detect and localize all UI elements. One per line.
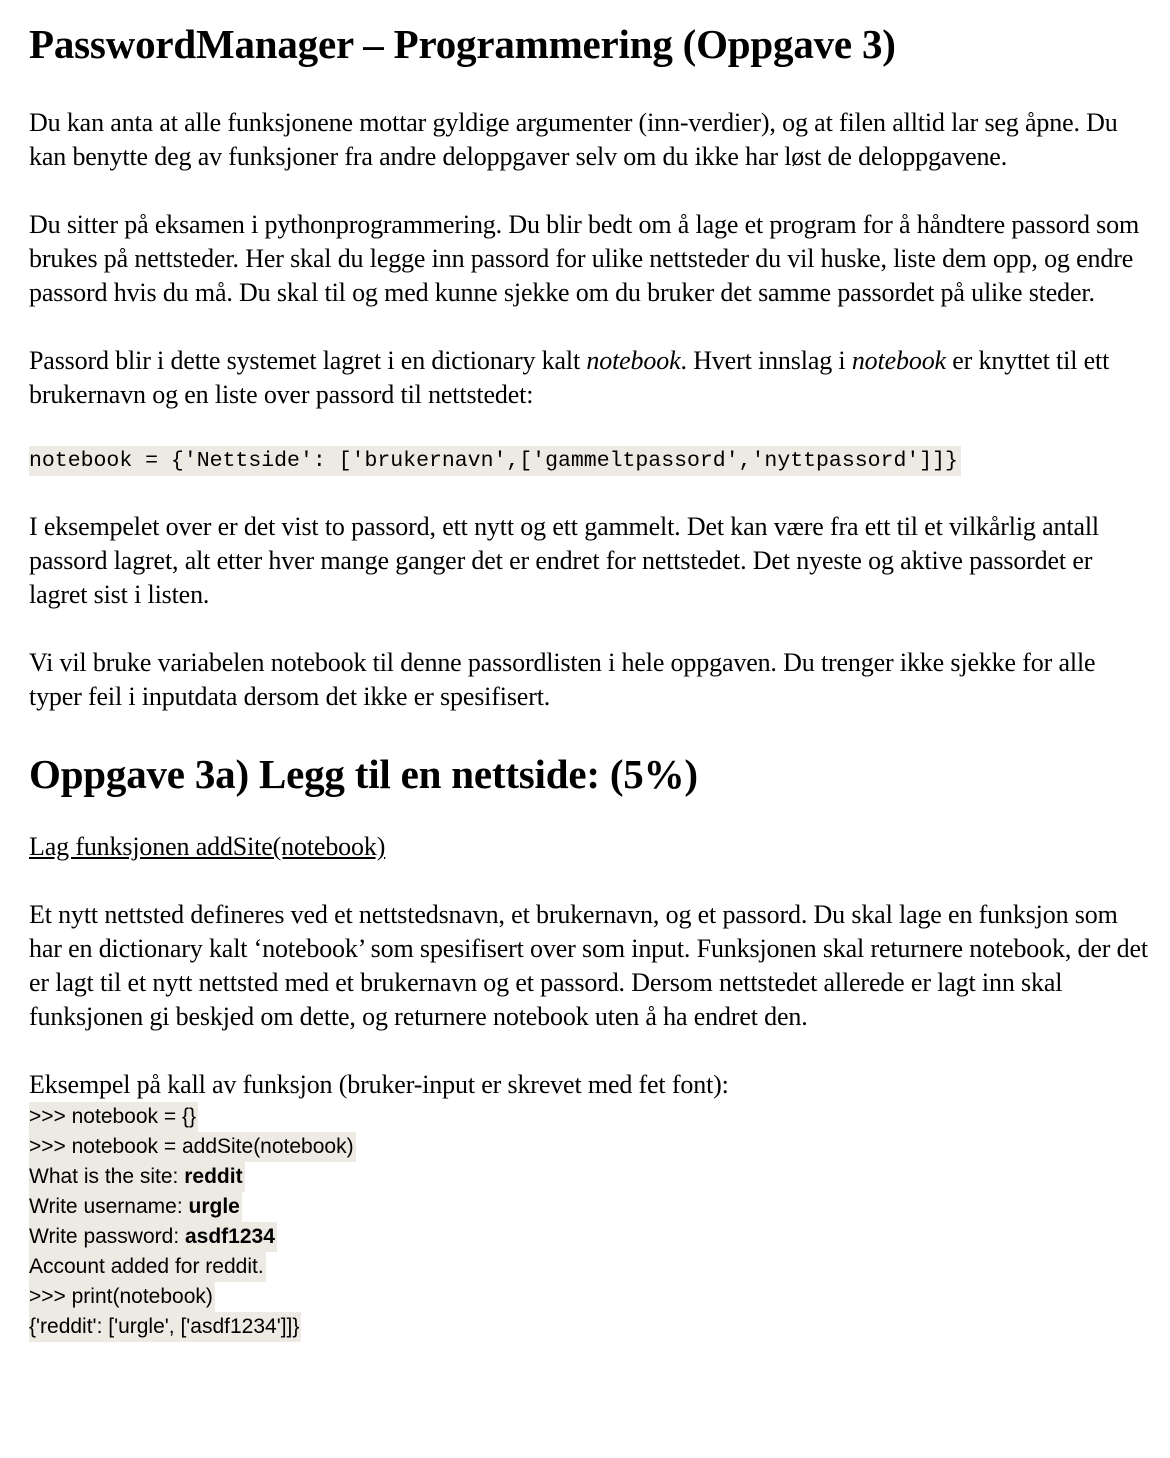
console-line-password-prompt: [29, 1222, 277, 1252]
console-user-input: asdf1234: [185, 1225, 275, 1248]
notebook-code-sample: notebook = {'Nettside': ['brukernavn',['gammeltpassord','nyttpassord']]}: [29, 446, 961, 476]
console-prompt: Write password:: [29, 1225, 185, 1248]
console-line-username-prompt: [29, 1192, 242, 1222]
example-intro: Eksempel på kall av funksjon (bruker-input er skrevet med fet font):: [29, 1070, 729, 1099]
console-line: {'reddit': ['urgle', ['asdf1234']]}: [29, 1312, 301, 1342]
console-line: >>> notebook = addSite(notebook): [29, 1132, 356, 1162]
function-label: Lag funksjonen addSite(notebook): [29, 832, 386, 861]
task-description: Et nytt nettsted defineres ved et nettstedsnavn, et brukernavn, og et passord. Du skal lage en funksjon som har en dictionary kalt ‘notebook’ som spesifisert over som input. Funksjonen skal returnere notebook, der det er lagt til et nytt nettsted med et brukernavn og et passord. Dersom nettstedet allerede er lagt inn skal funksjonen gi beskjed om dette, og returnere notebook uten å ha endret den.: [29, 900, 1148, 1031]
intro-paragraph-notebook: [29, 344, 1149, 412]
notebook-text-2: . Hvert innslag i: [680, 346, 852, 375]
document-page: [29, 18, 1149, 1342]
console-prompt: What is the site:: [29, 1165, 185, 1188]
console-line: Account added for reddit.: [29, 1252, 266, 1282]
console-prompt: Write username:: [29, 1195, 189, 1218]
task-heading: Oppgave 3a) Legg til en nettside: (5%): [29, 751, 698, 797]
console-user-input: reddit: [184, 1165, 243, 1188]
notebook-text-3: er knyttet til ett brukernavn og en liste over passord til nettstedet:: [29, 346, 1110, 409]
intro-paragraph-assumptions: Du kan anta at alle funksjonene mottar gyldige argumenter (inn-verdier), og at filen alltid lar seg åpne. Du kan benytte deg av funksjoner fra andre deloppgaver selv om du ikke har løst de deloppgavene.: [29, 108, 1118, 171]
notebook-emphasis-1: notebook: [586, 346, 681, 375]
console-example: [29, 1102, 1149, 1342]
console-line-site-prompt: [29, 1162, 245, 1192]
page-title: PasswordManager – Programmering (Oppgave 3): [29, 21, 896, 67]
console-user-input: urgle: [188, 1195, 240, 1218]
console-line: >>> print(notebook): [29, 1282, 215, 1312]
intro-paragraph-task-context: Du sitter på eksamen i pythonprogrammering. Du blir bedt om å lage et program for å håndtere passord som brukes på nettsteder. Her skal du legge inn passord for ulike nettsteder du vil huske, liste dem opp, og endre passord hvis du må. Du skal til og med kunne sjekke om du bruker det samme passordet på ulike steder.: [29, 210, 1140, 307]
notebook-text-1: Passord blir i dette systemet lagret i en dictionary kalt: [29, 346, 587, 375]
intro-paragraph-variable-usage: Vi vil bruke variabelen notebook til denne passordlisten i hele oppgaven. Du trenger ikke sjekke for alle typer feil i inputdata dersom det ikke er spesifisert.: [29, 648, 1096, 711]
intro-paragraph-example-explanation: I eksempelet over er det vist to passord, ett nytt og ett gammelt. Det kan være fra ett til et vilkårlig antall passord lagret, alt etter hver mange ganger det er endret for nettstedet. Det nyeste og aktive passordet er lagret sist i listen.: [29, 512, 1099, 609]
notebook-emphasis-2: notebook: [851, 346, 946, 375]
console-line: >>> notebook = {}: [29, 1102, 198, 1132]
